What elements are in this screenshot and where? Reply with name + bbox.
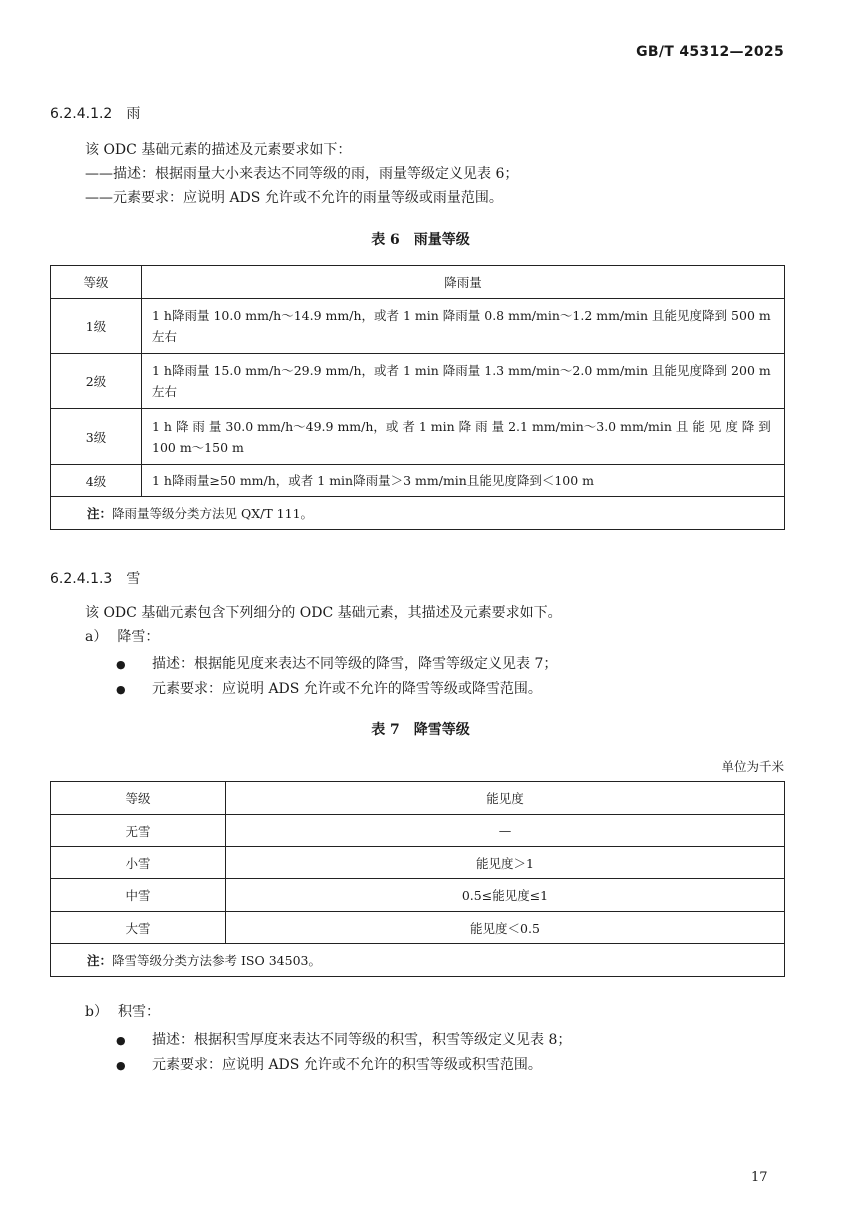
col-header-visibility: 能见度 [226, 782, 785, 815]
table-row [51, 847, 785, 879]
list-label: a） [85, 629, 108, 645]
snow-intro: 该 ODC 基础元素包含下列细分的 ODC 基础元素，其描述及元素要求如下。 [85, 605, 562, 621]
heading-title: 雪 [126, 571, 141, 587]
level-cell: 4级 [51, 465, 142, 497]
rain-description: ——描述：根据雨量大小来表达不同等级的雨，雨量等级定义见表 6； [85, 166, 519, 182]
rain-intro: 该 ODC 基础元素的描述及元素要求如下： [85, 142, 352, 158]
table-note-row [51, 944, 785, 977]
visibility-cell: 能见度＞1 [226, 847, 785, 879]
heading-number: 6.2.4.1.2 [50, 106, 113, 122]
list-label: b） [85, 1004, 108, 1020]
level-cell: 大雪 [51, 912, 226, 944]
standard-code: GB/T 45312—2025 [636, 44, 784, 60]
note-label: 注： [87, 506, 113, 521]
level-cell: 小雪 [51, 847, 226, 879]
rain-level-table [50, 265, 785, 530]
note-text: 降雪等级分类方法参考 ISO 34503。 [112, 953, 321, 968]
section-heading-rain [50, 103, 140, 123]
table-row [51, 299, 785, 354]
table-row [51, 465, 785, 497]
heading-number: 6.2.4.1.3 [50, 571, 113, 587]
list-title: 降雪： [117, 629, 160, 645]
col-header-rainfall: 降雨量 [142, 266, 785, 299]
level-cell: 2级 [51, 354, 142, 409]
table-header-row [51, 266, 785, 299]
level-cell: 3级 [51, 409, 142, 465]
snowfall-item [85, 627, 159, 647]
snowfall-description: 描述：根据能见度来表达不同等级的降雪，降雪等级定义见表 7； [152, 656, 558, 672]
visibility-cell: — [226, 815, 785, 847]
table-row [51, 409, 785, 465]
bullet-icon: ● [116, 1059, 126, 1072]
bullet-icon: ● [116, 683, 126, 696]
level-cell: 中雪 [51, 879, 226, 912]
bullet-icon: ● [116, 1034, 126, 1047]
table-row [51, 815, 785, 847]
heading-title: 雨 [126, 106, 141, 122]
rainfall-cell: 1 h降雨量 10.0 mm/h～14.9 mm/h，或者 1 min 降雨量 0.8 mm/min～1.2 mm/min 且能见度降到 500 m 左右 [142, 299, 785, 354]
rainfall-cell: 1 h 降 雨 量 30.0 mm/h～49.9 mm/h，或 者 1 min 降 雨 量 2.1 mm/min～3.0 mm/min 且 能 见 度 降 到 100 m～150 m [142, 409, 785, 465]
section-heading-snow [50, 568, 140, 588]
table-6-caption: 表 6 雨量等级 [371, 232, 470, 248]
bullet-icon: ● [116, 658, 126, 671]
rainfall-cell: 1 h降雨量≥50 mm/h，或者 1 min降雨量＞3 mm/min且能见度降到＜100 m [142, 465, 785, 497]
table-row [51, 354, 785, 409]
table-note [51, 497, 785, 530]
col-header-level: 等级 [51, 266, 142, 299]
list-title: 积雪： [117, 1004, 160, 1020]
note-label: 注： [87, 953, 113, 968]
snowfall-level-table [50, 781, 785, 977]
table-7-caption: 表 7 降雪等级 [371, 722, 470, 738]
snowfall-requirement: 元素要求：应说明 ADS 允许或不允许的降雪等级或降雪范围。 [152, 681, 542, 697]
col-header-level: 等级 [51, 782, 226, 815]
rainfall-cell: 1 h降雨量 15.0 mm/h～29.9 mm/h，或者 1 min 降雨量 1.3 mm/min～2.0 mm/min 且能见度降到 200 m 左右 [142, 354, 785, 409]
table-note-row [51, 497, 785, 530]
visibility-cell: 0.5≤能见度≤1 [226, 879, 785, 912]
table-row [51, 912, 785, 944]
table-note [51, 944, 785, 977]
level-cell: 1级 [51, 299, 142, 354]
snow-cover-requirement: 元素要求：应说明 ADS 允许或不允许的积雪等级或积雪范围。 [152, 1057, 542, 1073]
table-unit: 单位为千米 [721, 759, 784, 774]
note-text: 降雨量等级分类方法见 QX/T 111。 [112, 506, 314, 521]
page-number: 17 [751, 1170, 768, 1185]
visibility-cell: 能见度＜0.5 [226, 912, 785, 944]
rain-requirement: ——元素要求：应说明 ADS 允许或不允许的雨量等级或雨量范围。 [85, 190, 503, 206]
table-header-row [51, 782, 785, 815]
snow-cover-description: 描述：根据积雪厚度来表达不同等级的积雪，积雪等级定义见表 8； [152, 1032, 572, 1048]
table-row [51, 879, 785, 912]
level-cell: 无雪 [51, 815, 226, 847]
snow-cover-item [85, 1002, 160, 1022]
